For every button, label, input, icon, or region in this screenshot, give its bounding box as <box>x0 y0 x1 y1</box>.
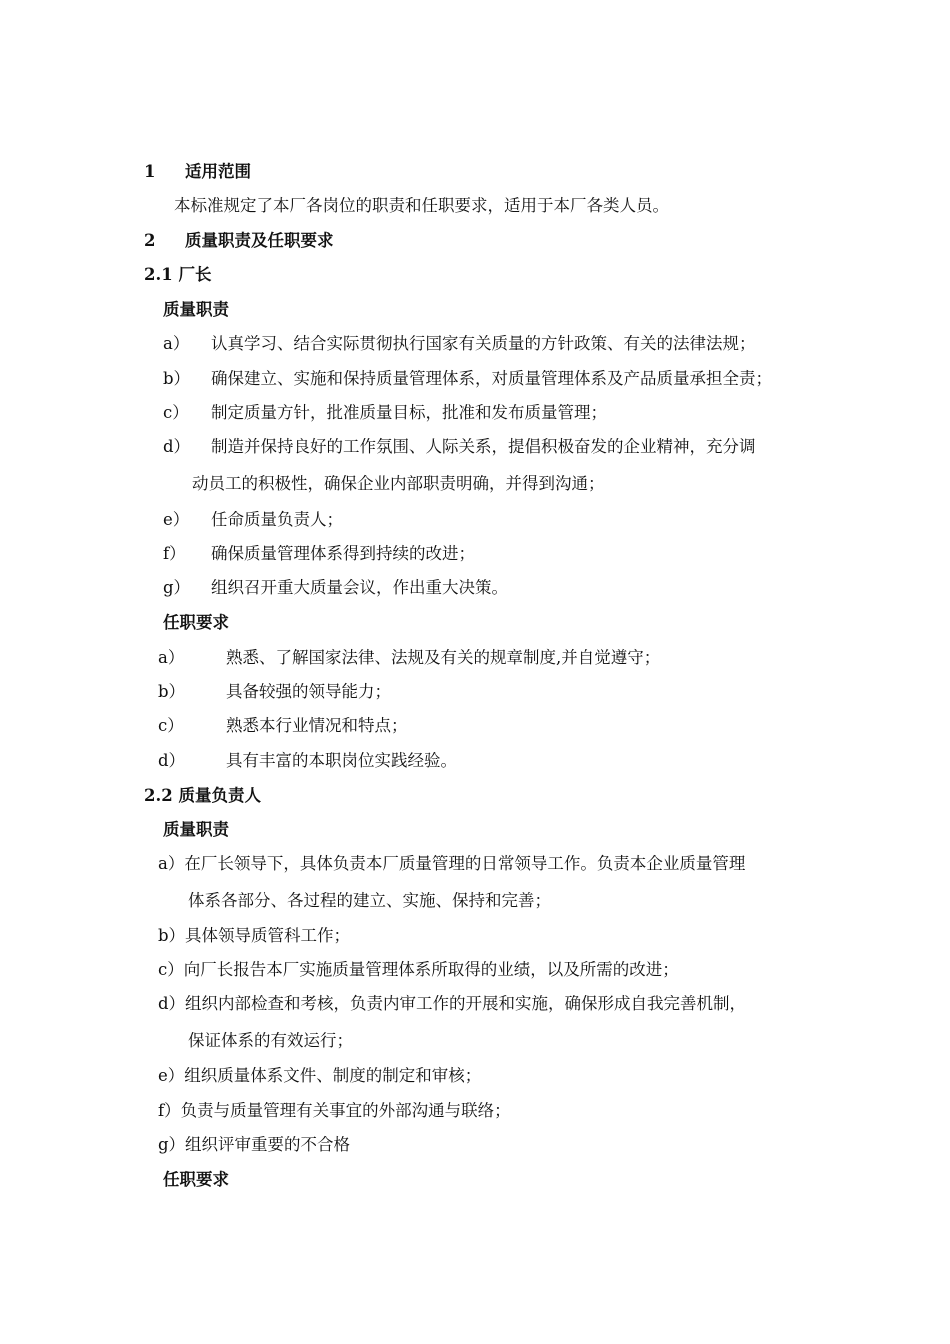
section-1-text: 本标准规定了本厂各岗位的职责和任职要求，适用于本厂各类人员。 <box>174 196 669 215</box>
requirements-heading-2-1: 任职要求 <box>163 613 229 632</box>
list-text: 认真学习、结合实际贯彻执行国家有关质量的方针政策、有关的法律法规； <box>211 334 756 353</box>
list-label: c） <box>163 403 189 422</box>
list-label: f） <box>163 544 186 563</box>
list-text: 确保质量管理体系得到持续的改进； <box>211 544 475 563</box>
section-1-title: 适用范围 <box>184 162 251 181</box>
list-label: d） <box>163 437 191 456</box>
list-label: b） <box>163 369 191 388</box>
list-item-continuation: 保证体系的有效运行； <box>188 1031 353 1050</box>
list-text: 具有丰富的本职岗位实践经验。 <box>226 751 457 770</box>
list-item: b）具体领导质管科工作； <box>158 926 351 945</box>
list-text: 制造并保持良好的工作氛围、人际关系，提倡积极奋发的企业精神，充分调 <box>211 437 756 456</box>
list-text: 确保建立、实施和保持质量管理体系，对质量管理体系及产品质量承担全责； <box>211 369 772 388</box>
requirements-heading-2-2: 任职要求 <box>163 1170 229 1189</box>
section-2-title: 质量职责及任职要求 <box>184 231 334 250</box>
list-item-continuation: 动员工的积极性，确保企业内部职责明确，并得到沟通； <box>192 474 605 493</box>
list-label: d） <box>158 751 186 770</box>
list-item: g）组织评审重要的不合格 <box>158 1135 351 1154</box>
list-item-continuation: 体系各部分、各过程的建立、实施、保持和完善； <box>188 891 551 910</box>
list-label: c） <box>158 716 184 735</box>
list-text: 熟悉、了解国家法律、法规及有关的规章制度,并自觉遵守； <box>226 648 661 667</box>
section-2-2-heading: 2.2 质量负责人 <box>144 786 261 805</box>
duties-heading-2-2: 质量职责 <box>163 820 229 839</box>
list-text: 组织召开重大质量会议，作出重大决策。 <box>211 578 508 597</box>
section-2-heading <box>144 229 333 253</box>
section-1-number: 1 <box>144 162 156 181</box>
section-2-1-heading: 2.1 厂长 <box>144 265 212 284</box>
list-text: 任命质量负责人； <box>211 510 343 529</box>
list-item: e）组织质量体系文件、制度的制定和审核； <box>158 1066 482 1085</box>
section-2-number: 2 <box>144 231 156 250</box>
duties-heading-2-1: 质量职责 <box>163 300 229 319</box>
list-label: e） <box>163 510 190 529</box>
list-text: 熟悉本行业情况和特点； <box>226 716 408 735</box>
list-item: d）组织内部检查和考核，负责内审工作的开展和实施，确保形成自我完善机制， <box>158 994 747 1013</box>
list-item: a）在厂长领导下，具体负责本厂质量管理的日常领导工作。负责本企业质量管理 <box>158 854 746 873</box>
list-label: a） <box>158 648 185 667</box>
list-label: b） <box>158 682 186 701</box>
list-label: a） <box>163 334 190 353</box>
list-label: g） <box>163 578 191 597</box>
list-text: 具备较强的领导能力； <box>226 682 391 701</box>
section-1-heading <box>144 160 251 184</box>
list-item: c）向厂长报告本厂实施质量管理体系所取得的业绩，以及所需的改进； <box>158 960 679 979</box>
list-text: 制定质量方针，批准质量目标，批准和发布质量管理； <box>211 403 607 422</box>
list-item: f）负责与质量管理有关事宜的外部沟通与联络； <box>158 1101 511 1120</box>
